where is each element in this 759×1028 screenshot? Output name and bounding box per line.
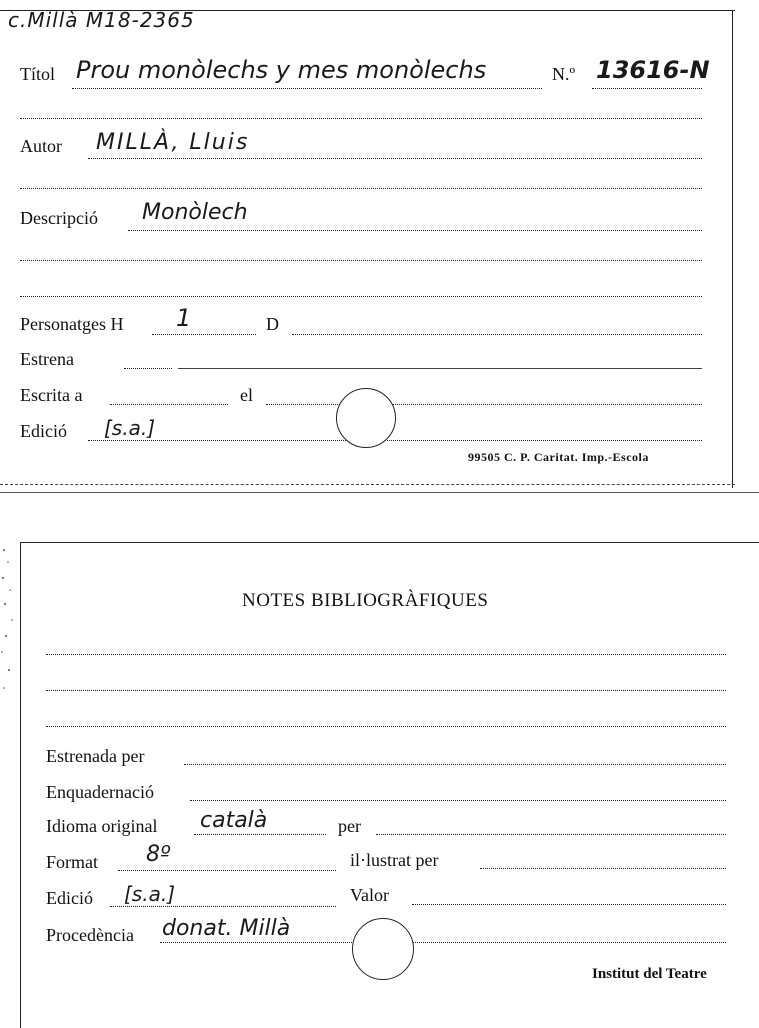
format-line — [118, 870, 336, 871]
valor-label: Valor — [350, 885, 389, 905]
punch-hole-top — [336, 388, 396, 448]
idioma-label: Idioma original — [46, 816, 158, 836]
edicio2-value: [s.a.] — [124, 882, 175, 906]
estrena-line-1 — [124, 368, 172, 369]
personatges-h-line — [152, 334, 256, 335]
idioma-line — [194, 834, 326, 835]
personatges-h-value: 1 — [176, 304, 192, 332]
estrena-label: Estrena — [20, 349, 74, 369]
estrenada-line — [184, 764, 726, 765]
notes-heading: NOTES BIBLIOGRÀFIQUES — [242, 590, 489, 611]
card-right-border — [732, 10, 733, 488]
autor-extra-line — [20, 188, 702, 189]
edge-speckle — [0, 540, 20, 700]
titol-line — [72, 88, 542, 89]
descripcio-label: Descripció — [20, 208, 98, 228]
el-line — [266, 404, 702, 405]
card-top-border — [0, 10, 735, 11]
numero-line — [592, 88, 702, 89]
enquadernacio-line — [190, 800, 726, 801]
descripcio-extra-line-1 — [20, 260, 702, 261]
per-line — [376, 834, 726, 835]
enquadernacio-label: Enquadernació — [46, 782, 154, 802]
edicio-label: Edició — [20, 421, 67, 441]
card2-top-border — [20, 542, 759, 543]
descripcio-line — [128, 230, 702, 231]
notes-line-3 — [46, 726, 726, 727]
personatges-label: Personatges H — [20, 314, 124, 334]
idioma-value: català — [200, 808, 268, 833]
autor-value: MILLÀ, Lluis — [96, 130, 250, 155]
titol-label: Títol — [20, 64, 55, 84]
descripcio-value: Monòlech — [142, 200, 248, 225]
punch-hole-bottom — [352, 918, 414, 980]
procedencia-line — [160, 942, 726, 943]
edicio-value: [s.a.] — [104, 416, 155, 440]
valor-line — [412, 904, 726, 905]
numero-label: N.º — [552, 64, 576, 84]
titol-value: Prou monòlechs y mes monòlechs — [76, 56, 487, 84]
institut-imprint: Institut del Teatre — [592, 966, 707, 982]
numero-value: 13616-N — [596, 56, 710, 84]
escrita-line — [110, 404, 228, 405]
estrena-line-2 — [178, 368, 702, 369]
el-label: el — [240, 385, 253, 405]
edicio-line — [88, 440, 702, 441]
procedencia-label: Procedència — [46, 925, 134, 945]
card2-left-border — [20, 542, 21, 1028]
procedencia-value: donat. Millà — [162, 916, 291, 941]
escrita-label: Escrita a — [20, 385, 83, 405]
card-separator — [0, 492, 759, 493]
catalogue-note: c.Millà M18-2365 — [8, 8, 195, 32]
illustrat-label: il·lustrat per — [350, 850, 439, 870]
illustrat-line — [480, 868, 726, 869]
personatges-d-label: D — [266, 314, 279, 334]
printer-imprint: 99505 C. P. Caritat. Imp.-Escola — [468, 450, 649, 464]
titol-extra-line — [20, 118, 702, 119]
personatges-d-line — [292, 334, 702, 335]
format-value: 8º — [146, 842, 171, 867]
edicio2-line — [110, 906, 336, 907]
autor-line — [88, 158, 702, 159]
card-bottom-border — [0, 484, 735, 485]
notes-line-2 — [46, 690, 726, 691]
per-label: per — [338, 816, 361, 836]
descripcio-extra-line-2 — [20, 296, 702, 297]
autor-label: Autor — [20, 136, 62, 156]
edicio2-label: Edició — [46, 888, 93, 908]
format-label: Format — [46, 852, 98, 872]
notes-line-1 — [46, 654, 726, 655]
estrenada-label: Estrenada per — [46, 746, 145, 766]
